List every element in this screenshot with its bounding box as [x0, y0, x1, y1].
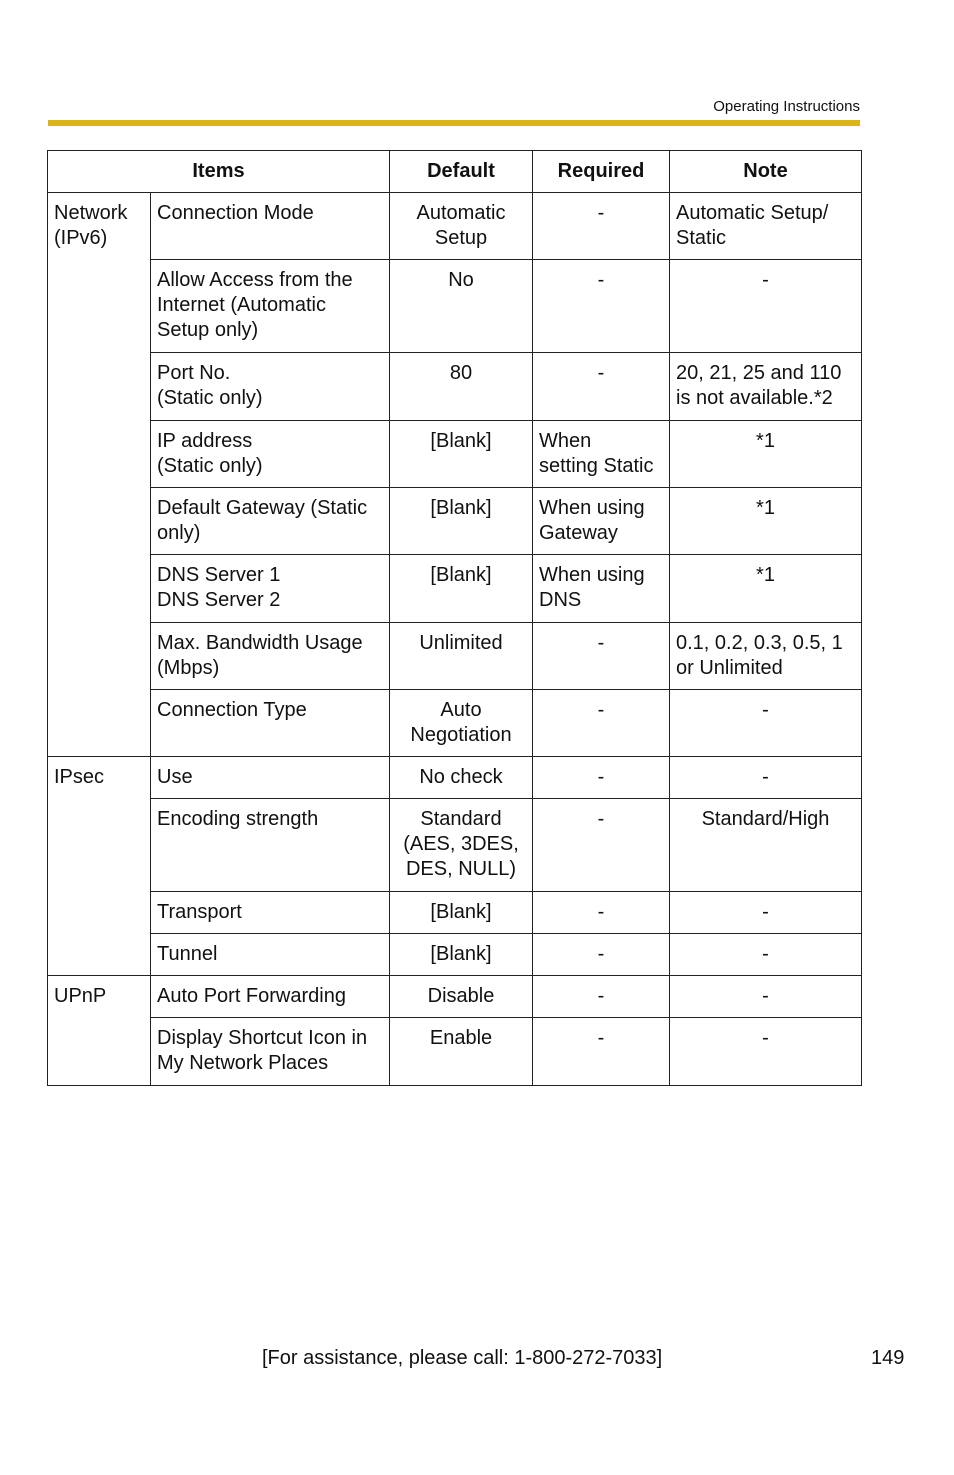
table-row	[48, 260, 862, 353]
item-name: DNS Server 1 DNS Server 2	[157, 564, 281, 611]
note-value-cell	[670, 260, 862, 353]
column-header-note: Note	[670, 151, 862, 193]
item-name-cell	[151, 193, 390, 260]
note-value: Standard/High	[701, 808, 830, 830]
required-value-cell	[533, 934, 670, 976]
note-value: 0.1, 0.2, 0.3, 0.5, 1 or Unlimited	[676, 632, 843, 679]
default-value-cell	[390, 193, 533, 260]
note-value: -	[762, 943, 769, 965]
required-value: -	[597, 202, 605, 224]
note-value-cell	[670, 757, 862, 799]
item-name-cell	[151, 799, 390, 892]
note-value-cell	[670, 193, 862, 260]
note-value: -	[762, 269, 769, 291]
required-value-cell	[533, 421, 670, 488]
required-value-cell	[533, 488, 670, 555]
note-value: -	[762, 1027, 769, 1049]
item-name: Default Gateway (Static only)	[157, 497, 368, 544]
note-value-cell	[670, 799, 862, 892]
item-name-cell	[151, 260, 390, 353]
required-value-cell	[533, 623, 670, 690]
default-value: [Blank]	[430, 430, 492, 452]
required-value: When using Gateway	[539, 497, 645, 544]
required-value-cell	[533, 193, 670, 260]
note-value-cell	[670, 892, 862, 934]
default-value: No check	[419, 766, 503, 788]
item-name: Connection Type	[157, 699, 307, 721]
item-name: Connection Mode	[157, 202, 314, 224]
default-value-cell	[390, 690, 533, 757]
item-name: Auto Port Forwarding	[157, 985, 346, 1007]
default-value-cell	[390, 757, 533, 799]
default-value-cell	[390, 353, 533, 421]
table-row	[48, 757, 862, 799]
group-label-cell	[48, 757, 151, 976]
item-name-cell	[151, 555, 390, 623]
group-label: UPnP	[54, 985, 107, 1007]
required-value: -	[597, 985, 605, 1007]
column-header-required: Required	[533, 151, 670, 193]
default-value: [Blank]	[430, 901, 492, 923]
item-name: IP address (Static only)	[157, 430, 263, 477]
table-row	[48, 488, 862, 555]
required-value-cell	[533, 1018, 670, 1086]
item-name: Use	[157, 766, 193, 788]
table-body	[48, 193, 862, 1086]
required-value: When using DNS	[539, 564, 645, 611]
page-number: 149	[871, 1347, 905, 1369]
note-value: *1	[756, 430, 775, 452]
note-value: -	[762, 699, 769, 721]
column-header-default: Default	[390, 151, 533, 193]
required-value: -	[597, 632, 605, 654]
required-value: -	[597, 269, 605, 291]
item-name: Transport	[157, 901, 242, 923]
item-name: Max. Bandwidth Usage (Mbps)	[157, 632, 363, 679]
default-value-cell	[390, 488, 533, 555]
required-value-cell	[533, 976, 670, 1018]
item-name-cell	[151, 892, 390, 934]
item-name: Display Shortcut Icon in My Network Places	[157, 1027, 368, 1074]
settings-table	[47, 150, 862, 1086]
note-value-cell	[670, 976, 862, 1018]
item-name: Encoding strength	[157, 808, 319, 830]
table-row	[48, 892, 862, 934]
default-value-cell	[390, 260, 533, 353]
note-value: *1	[756, 497, 775, 519]
footer-assistance-text: [For assistance, please call: 1-800-272-7033]	[262, 1347, 663, 1369]
default-value: [Blank]	[430, 497, 492, 519]
default-value: Auto Negotiation	[410, 699, 512, 746]
note-value-cell	[670, 623, 862, 690]
header-accent-rule	[48, 120, 860, 126]
required-value-cell	[533, 799, 670, 892]
item-name-cell	[151, 690, 390, 757]
note-value-cell	[670, 488, 862, 555]
note-value-cell	[670, 1018, 862, 1086]
required-value-cell	[533, 757, 670, 799]
default-value: 80	[449, 362, 473, 384]
running-header-title: Operating Instructions	[713, 98, 860, 115]
table-row	[48, 623, 862, 690]
note-value-cell	[670, 353, 862, 421]
group-label: Network (IPv6)	[54, 202, 128, 249]
note-value: *1	[756, 564, 775, 586]
group-label: IPsec	[54, 766, 105, 788]
group-label-cell	[48, 976, 151, 1086]
item-name: Tunnel	[157, 943, 218, 965]
item-name-cell	[151, 353, 390, 421]
item-name-cell	[151, 623, 390, 690]
item-name-cell	[151, 488, 390, 555]
table-row	[48, 1018, 862, 1086]
note-value: -	[762, 766, 769, 788]
default-value: No	[448, 269, 474, 291]
default-value-cell	[390, 892, 533, 934]
note-value: Automatic Setup/ Static	[676, 202, 829, 249]
required-value-cell	[533, 353, 670, 421]
note-value: -	[762, 901, 769, 923]
note-value: 20, 21, 25 and 110 is not available.*2	[676, 362, 842, 409]
required-value: -	[597, 362, 605, 384]
item-name-cell	[151, 757, 390, 799]
default-value-cell	[390, 421, 533, 488]
note-value: -	[762, 985, 769, 1007]
required-value-cell	[533, 260, 670, 353]
required-value-cell	[533, 555, 670, 623]
required-value-cell	[533, 892, 670, 934]
table-row	[48, 353, 862, 421]
default-value-cell	[390, 555, 533, 623]
required-value: -	[597, 699, 605, 721]
default-value: Automatic Setup	[416, 202, 506, 249]
table-row	[48, 421, 862, 488]
table-header-row	[48, 151, 862, 193]
group-label-cell	[48, 193, 151, 757]
table-row	[48, 799, 862, 892]
table-row	[48, 976, 862, 1018]
default-value: Enable	[429, 1027, 493, 1049]
item-name: Port No. (Static only)	[157, 362, 263, 409]
item-name-cell	[151, 934, 390, 976]
item-name-cell	[151, 1018, 390, 1086]
required-value: -	[597, 1027, 605, 1049]
required-value-cell	[533, 690, 670, 757]
default-value: Disable	[427, 985, 495, 1007]
default-value: Unlimited	[419, 632, 503, 654]
column-header-items: Items	[48, 151, 390, 193]
default-value-cell	[390, 976, 533, 1018]
required-value: -	[597, 766, 605, 788]
required-value: -	[597, 943, 605, 965]
item-name-cell	[151, 421, 390, 488]
table-row	[48, 555, 862, 623]
item-name: Allow Access from the Internet (Automatic Setup only)	[157, 269, 353, 341]
default-value-cell	[390, 1018, 533, 1086]
table-row	[48, 690, 862, 757]
table-row	[48, 193, 862, 260]
default-value: Standard (AES, 3DES, DES, NULL)	[403, 808, 519, 880]
table-row	[48, 934, 862, 976]
default-value-cell	[390, 623, 533, 690]
default-value: [Blank]	[430, 564, 492, 586]
default-value: [Blank]	[430, 943, 492, 965]
note-value-cell	[670, 555, 862, 623]
note-value-cell	[670, 421, 862, 488]
required-value: -	[597, 901, 605, 923]
required-value: -	[597, 808, 605, 830]
default-value-cell	[390, 934, 533, 976]
note-value-cell	[670, 690, 862, 757]
required-value: When setting Static	[539, 430, 654, 477]
item-name-cell	[151, 976, 390, 1018]
default-value-cell	[390, 799, 533, 892]
note-value-cell	[670, 934, 862, 976]
